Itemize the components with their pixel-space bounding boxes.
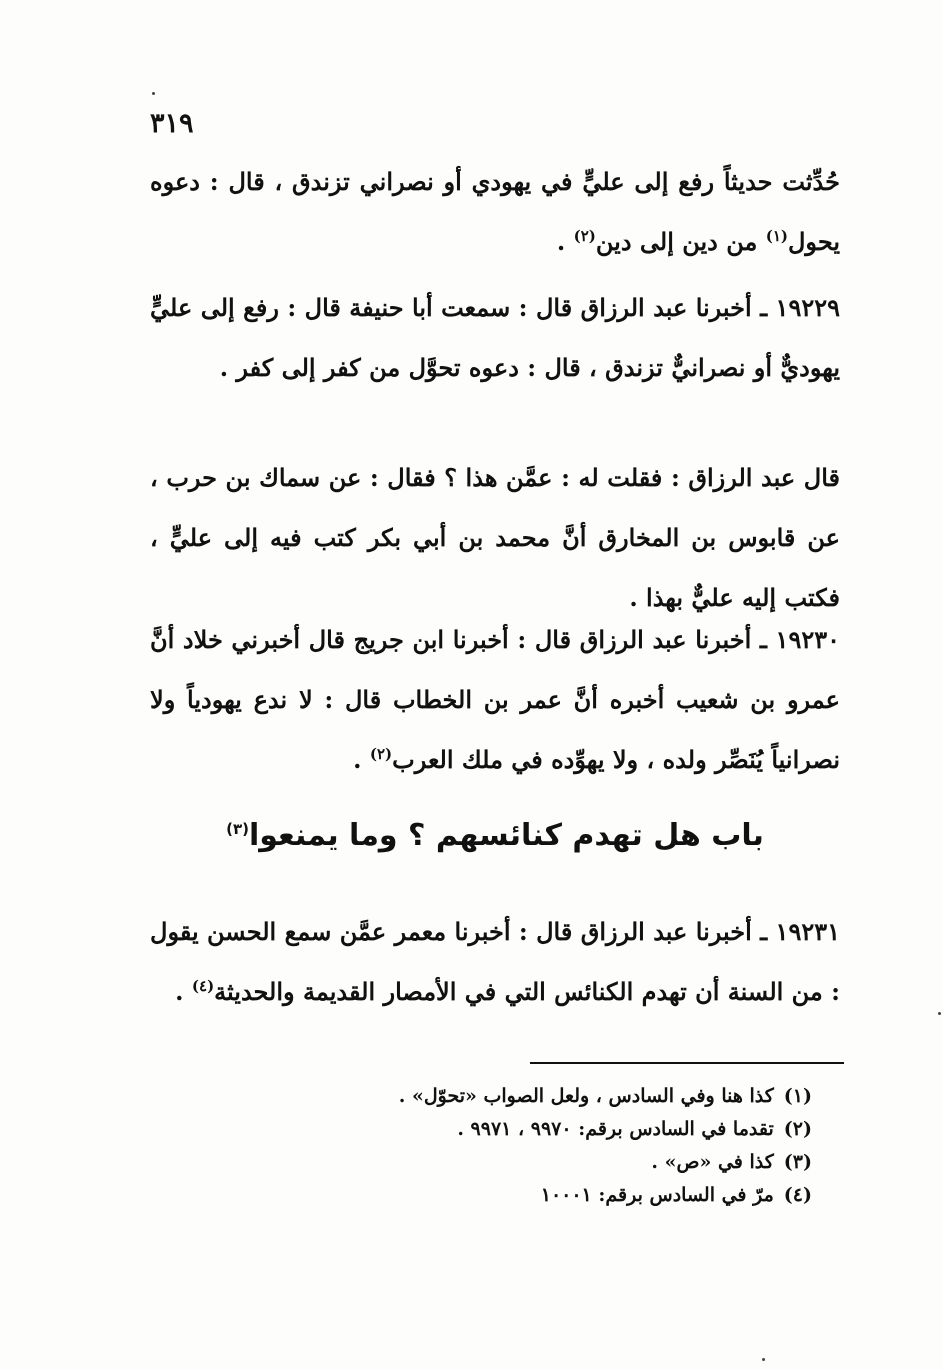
footnote-number: (٤) bbox=[783, 1184, 812, 1206]
paragraph-1-tail: من دين إلى دين bbox=[595, 227, 766, 256]
footnote-item bbox=[300, 1146, 812, 1179]
paragraph-1-text: حُدِّثت حديثاً رفع إلى عليٍّ في يهودي أو نصراني تزندق ، قال : دعوه يحول bbox=[150, 167, 840, 256]
paragraph-3: قال عبد الرزاق : فقلت له : عمَّن هذا ؟ فقال : عن سماك بن حرب ، عن قابوس بن المخارق أنَّ محمد بن أبي بكر كتب فيه إلى عليٍّ ، فكتب إليه عليٌّ بهذا . bbox=[150, 463, 840, 612]
paragraph-4 bbox=[150, 610, 840, 790]
chapter-title-text: باب هل تهدم كنائسهم ؟ وما يمنعوا bbox=[248, 818, 764, 853]
footnote-ref-3: (٣) bbox=[226, 820, 249, 838]
paragraph-5-end: . bbox=[175, 977, 192, 1006]
footnote-ref-1: (١) bbox=[765, 227, 788, 245]
paragraph-1-end: . bbox=[556, 227, 574, 256]
paragraph-5 bbox=[150, 902, 840, 1022]
footnote-ref-2: (٢) bbox=[573, 227, 596, 245]
footnote-text: كذا هنا وفي السادس ، ولعل الصواب «تحوّل» . bbox=[398, 1085, 774, 1107]
page-number: ٣١٩ bbox=[150, 108, 194, 139]
paragraph-4-text: ١٩٢٣٠ ـ أخبرنا عبد الرزاق قال : أخبرنا ابن جريج قال أخبرني خلاد أنَّ عمرو بن شعيب أخبره أنَّ عمر بن الخطاب قال : لا ندع يهودياً ولا نصرانياً يُنَصِّر ولده ، ولا يهوِّده في ملك العرب bbox=[150, 625, 840, 774]
footnote-number: (٣) bbox=[783, 1151, 812, 1173]
scan-speck bbox=[152, 92, 155, 95]
footnotes-list bbox=[300, 1080, 812, 1212]
paragraph-1 bbox=[150, 152, 840, 272]
footnote-ref-2b: (٢) bbox=[369, 745, 393, 763]
paragraph-5-text: ١٩٢٣١ ـ أخبرنا عبد الرزاق قال : أخبرنا معمر عمَّن سمع الحسن يقول : من السنة أن تهدم الكنائس التي في الأمصار القديمة والحديثة bbox=[150, 917, 840, 1006]
footnote-text: مرّ في السادس برقم: ١٠٠٠١ bbox=[540, 1184, 774, 1206]
footnote-number: (١) bbox=[783, 1085, 812, 1107]
footnote-item bbox=[300, 1080, 812, 1113]
paragraph-4-end: . bbox=[353, 745, 370, 774]
footnote-item bbox=[300, 1179, 812, 1212]
paragraph-2: ١٩٢٢٩ ـ أخبرنا عبد الرزاق قال : سمعت أبا حنيفة قال : رفع إلى عليٍّ يهوديٌّ أو نصرانيٌّ تزندق ، قال : دعوه تحوَّل من كفر إلى كفر . bbox=[150, 293, 840, 382]
chapter-heading bbox=[150, 818, 840, 853]
footnote-separator bbox=[530, 1062, 844, 1064]
footnote-ref-4: (٤) bbox=[191, 977, 215, 995]
footnote-text: تقدما في السادس برقم: ٩٩٧٠ ، ٩٩٧١ . bbox=[457, 1118, 774, 1140]
footnote-text: كذا في «ص» . bbox=[651, 1151, 774, 1173]
scan-speck bbox=[762, 1358, 765, 1361]
footnote-number: (٢) bbox=[783, 1118, 812, 1140]
footnote-item bbox=[300, 1113, 812, 1146]
scan-speck bbox=[938, 1012, 941, 1015]
